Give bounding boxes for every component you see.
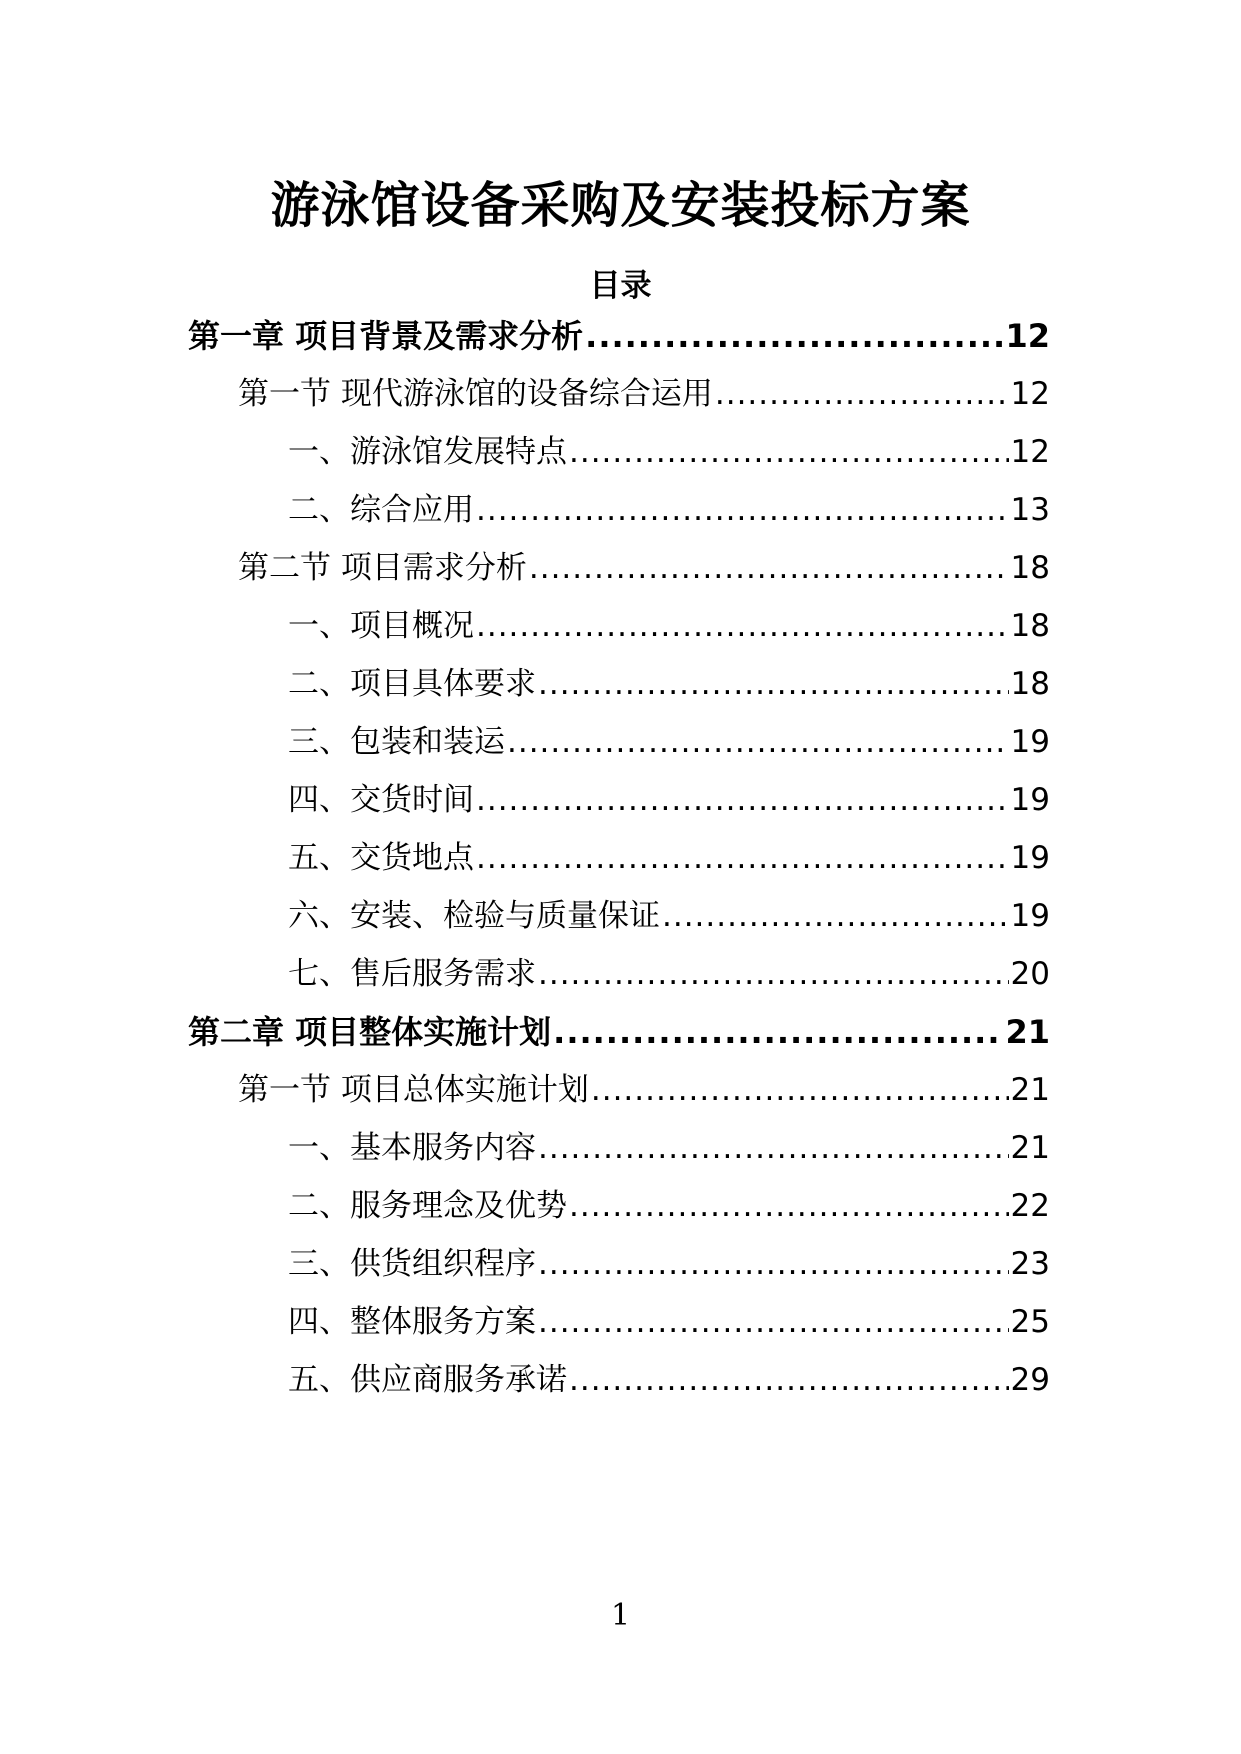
toc-entry-title: 六、安装、检验与质量保证: [288, 898, 660, 934]
toc-entry-title: 二、服务理念及优势: [288, 1188, 567, 1224]
toc-entry-title: 五、交货地点: [288, 840, 474, 876]
toc-entry-page: 22: [1010, 1188, 1050, 1224]
toc-entry-item[interactable]: [288, 778, 1050, 822]
toc-entry-item[interactable]: [288, 952, 1050, 996]
page-number: 1: [610, 1598, 631, 1633]
toc-entry-title: 第二章 项目整体实施计划: [188, 1013, 552, 1051]
toc-entry-item[interactable]: [288, 1300, 1050, 1344]
toc-entry-page: 13: [1010, 492, 1050, 528]
toc-entry-chapter[interactable]: [188, 314, 1050, 358]
toc-entry-page: 18: [1010, 666, 1050, 702]
toc-entry-item[interactable]: [288, 1242, 1050, 1286]
toc-entry-item[interactable]: [288, 662, 1050, 706]
toc-entry-page: 19: [1010, 724, 1050, 760]
toc-entry-title: 二、项目具体要求: [288, 666, 536, 702]
toc-dot-leader: [591, 1068, 1009, 1112]
toc-dot-leader: [476, 778, 1009, 822]
toc-entry-title: 一、基本服务内容: [288, 1130, 536, 1166]
toc-entry-title: 三、供货组织程序: [288, 1246, 536, 1282]
toc-entry-title: 七、售后服务需求: [288, 956, 536, 992]
toc-entry-page: 12: [1010, 434, 1050, 470]
toc-entry-item[interactable]: [288, 836, 1050, 880]
toc-entry-page: 12: [1010, 376, 1050, 412]
toc-entry-title: 第一节 现代游泳馆的设备综合运用: [238, 376, 713, 412]
toc-dot-leader: [476, 836, 1009, 880]
toc-dot-leader: [538, 1300, 1009, 1344]
toc-dot-leader: [569, 430, 1009, 474]
toc-entry-page: 29: [1010, 1362, 1050, 1398]
document-title: 游泳馆设备采购及安装投标方案: [270, 177, 971, 234]
toc-entry-title: 五、供应商服务承诺: [288, 1362, 567, 1398]
toc-entry-item[interactable]: [288, 430, 1050, 474]
toc-entry-item[interactable]: [288, 1126, 1050, 1170]
toc-entry-page: 19: [1010, 898, 1050, 934]
toc-dot-leader: [662, 894, 1009, 938]
toc-entry-page: 19: [1010, 840, 1050, 876]
toc-entry-title: 二、综合应用: [288, 492, 474, 528]
toc-entry-chapter[interactable]: [188, 1010, 1050, 1054]
toc-dot-leader: [538, 1126, 1009, 1170]
toc-entry-title: 第一节 项目总体实施计划: [238, 1072, 589, 1108]
toc-dot-leader: [538, 952, 1009, 996]
toc-dot-leader: [569, 1358, 1009, 1402]
toc-entry-item[interactable]: [288, 1184, 1050, 1228]
toc-entry-title: 四、整体服务方案: [288, 1304, 536, 1340]
toc-entry-page: 20: [1010, 956, 1050, 992]
toc-entry-page: 21: [1010, 1072, 1050, 1108]
toc-dot-leader: [715, 372, 1009, 416]
toc-entry-page: 18: [1010, 608, 1050, 644]
toc-entry-section[interactable]: [238, 546, 1050, 590]
toc-entry-item[interactable]: [288, 604, 1050, 648]
toc-heading: 目录: [589, 268, 652, 304]
toc-entry-item[interactable]: [288, 1358, 1050, 1402]
toc-entry-section[interactable]: [238, 1068, 1050, 1112]
toc-entry-page: 25: [1010, 1304, 1050, 1340]
toc-entry-page: 12: [1005, 317, 1050, 355]
toc-entry-page: 19: [1010, 782, 1050, 818]
toc-dot-leader: [538, 662, 1009, 706]
toc-entry-page: 21: [1010, 1130, 1050, 1166]
toc-entry-title: 四、交货时间: [288, 782, 474, 818]
toc-entry-item[interactable]: [288, 894, 1050, 938]
toc-dot-leader: [553, 1010, 1003, 1054]
toc-entry-title: 第一章 项目背景及需求分析: [188, 317, 584, 355]
toc-entry-title: 三、包装和装运: [288, 724, 505, 760]
toc-entry-item[interactable]: [288, 720, 1050, 764]
toc-entry-page: 18: [1010, 550, 1050, 586]
toc-dot-leader: [476, 488, 1009, 532]
toc-dot-leader: [569, 1184, 1009, 1228]
toc-entry-item[interactable]: [288, 488, 1050, 532]
toc-entry-page: 23: [1010, 1246, 1050, 1282]
toc-dot-leader: [529, 546, 1009, 590]
toc-entry-title: 第二节 项目需求分析: [238, 550, 527, 586]
toc-dot-leader: [507, 720, 1009, 764]
toc-entry-page: 21: [1005, 1013, 1050, 1051]
toc-dot-leader: [585, 314, 1003, 358]
toc-dot-leader: [476, 604, 1009, 648]
toc-dot-leader: [538, 1242, 1009, 1286]
toc-entry-title: 一、游泳馆发展特点: [288, 434, 567, 470]
toc-entry-title: 一、项目概况: [288, 608, 474, 644]
toc-entry-section[interactable]: [238, 372, 1050, 416]
